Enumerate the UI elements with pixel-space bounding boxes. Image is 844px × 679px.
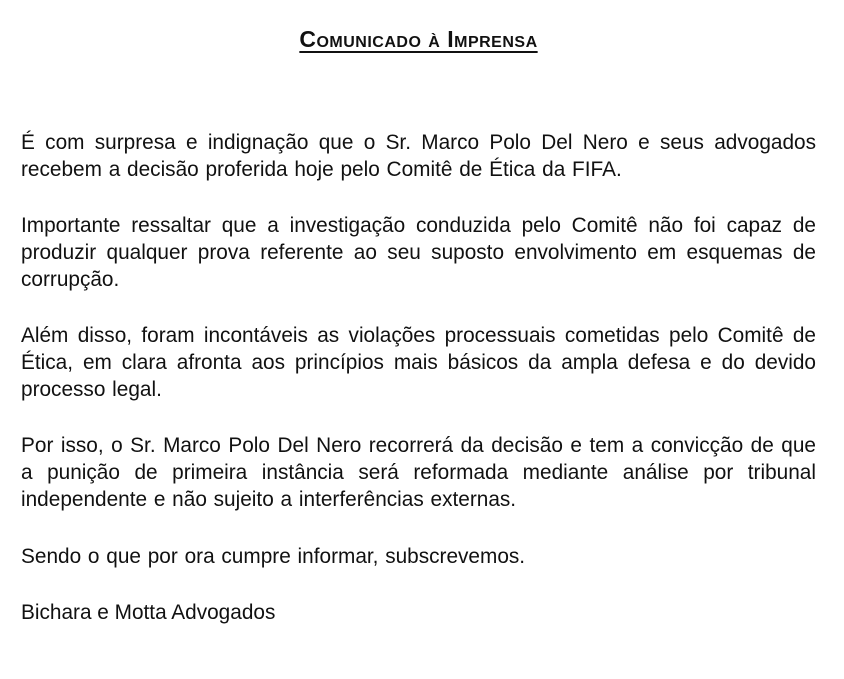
- document-title: Comunicado à Imprensa: [299, 26, 538, 52]
- paragraph-3: Além disso, foram incontáveis as violações processuais cometidas pelo Comitê de Ética, em clara afronta aos princípios mais básicos da ampla defesa e do devido processo legal.: [21, 324, 816, 401]
- paragraph-4: Por isso, o Sr. Marco Polo Del Nero recorrerá da decisão e tem a convicção de que a punição de primeira instância será reformada mediante análise por tribunal independente e não sujeito a interferências externas.: [21, 434, 816, 511]
- paragraph-2: Importante ressaltar que a investigação conduzida pelo Comitê não foi capaz de produzir qualquer prova referente ao seu suposto envolvimento em esquemas de corrupção.: [21, 214, 816, 291]
- closing-paragraph: Sendo o que por ora cumpre informar, subscrevemos.: [21, 545, 526, 568]
- signature-line: Bichara e Motta Advogados: [21, 601, 276, 624]
- paragraph-1: É com surpresa e indignação que o Sr. Marco Polo Del Nero e seus advogados recebem a decisão proferida hoje pelo Comitê de Ética da FIFA.: [21, 131, 816, 181]
- document-body: [21, 129, 816, 626]
